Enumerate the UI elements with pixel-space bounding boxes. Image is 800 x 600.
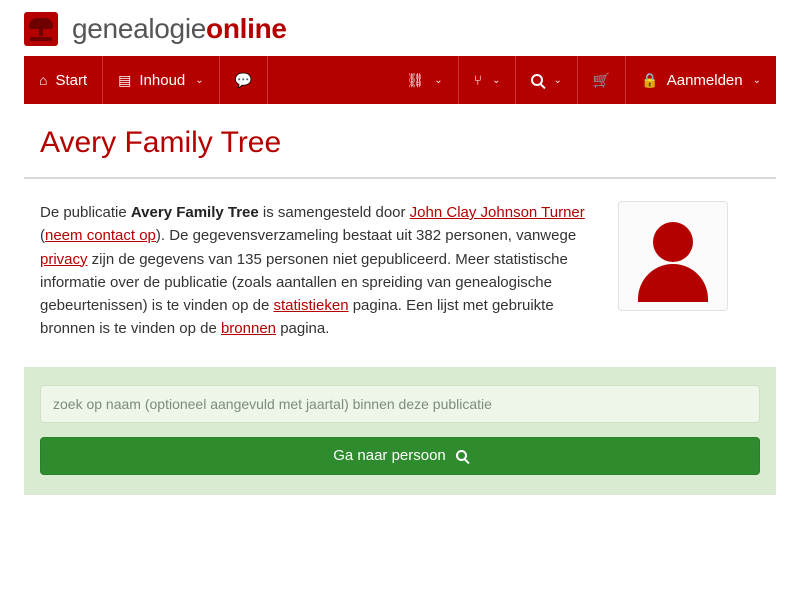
chevron-down-icon: ⌄	[492, 74, 501, 86]
nav-item-cart[interactable]	[578, 56, 626, 104]
intro-text-5: zijn de gegevens van 135 personen niet gepubliceerd. Meer statistische informatie over de publicatie (zoals aantallen en spreiding van genealogische gebeurtenissen) is te vinden op de	[40, 250, 568, 314]
nav-item-login[interactable]	[626, 56, 776, 104]
intro-text-1: De publicatie	[40, 204, 131, 221]
nav-item-comments[interactable]	[220, 56, 268, 104]
search-icon	[456, 450, 467, 461]
home-icon: ⌂	[39, 72, 48, 88]
intro-text-7: pagina.	[276, 320, 330, 338]
chevron-down-icon: ⌄	[195, 74, 204, 86]
statistics-link[interactable]: statistieken	[273, 297, 349, 314]
avatar-head-shape	[653, 222, 693, 262]
nav-item-tree[interactable]	[459, 56, 517, 104]
search-input[interactable]	[40, 385, 760, 423]
chevron-down-icon: ⌄	[752, 74, 761, 86]
nav-spacer	[268, 56, 391, 104]
search-icon	[531, 74, 543, 86]
go-to-person-button-label: Ga naar persoon	[333, 447, 446, 464]
brand-part-one: genealogie	[72, 13, 207, 44]
tree-logo-icon[interactable]	[24, 12, 58, 46]
author-link[interactable]: John Clay Johnson Turner	[409, 204, 585, 221]
nav-item-start-label: Start	[55, 71, 88, 89]
intro-text-4: ). De gegevensverzameling bestaat uit 382 personen, vanwege	[155, 227, 577, 245]
publication-intro-section	[24, 179, 776, 357]
publication-name: Avery Family Tree	[130, 204, 259, 221]
family-chart-icon: ⛓	[406, 72, 425, 88]
nav-item-login-label: Aanmelden	[666, 71, 743, 89]
go-to-person-button[interactable]	[40, 437, 760, 475]
nav-item-start[interactable]	[24, 56, 103, 104]
intro-text-2: is samengesteld door	[258, 204, 410, 221]
nav-item-diagram[interactable]	[391, 56, 458, 104]
intro-text-3: (	[40, 227, 45, 245]
contact-link[interactable]: neem contact op	[45, 227, 156, 245]
avatar-body-shape	[638, 264, 708, 302]
person-search-panel	[24, 367, 776, 495]
book-icon: ▤	[118, 72, 132, 88]
logo-shape-base	[30, 37, 52, 41]
sources-link[interactable]: bronnen	[220, 320, 277, 338]
page-title: Avery Family Tree	[40, 126, 282, 159]
intro-text-6: pagina. Een lijst met gebruikte bronnen is te vinden op de	[40, 297, 554, 338]
main-navigation	[24, 56, 776, 104]
logo-shape-trunk	[39, 27, 43, 36]
shopping-cart-icon: 🛒	[592, 72, 611, 88]
publication-description	[40, 201, 600, 341]
nav-item-search[interactable]	[516, 56, 577, 104]
chevron-down-icon: ⌄	[553, 74, 562, 86]
nav-item-inhoud-label: Inhoud	[139, 71, 186, 89]
site-brand[interactable]	[72, 15, 287, 43]
avatar	[618, 201, 728, 311]
nav-item-inhoud[interactable]	[103, 56, 220, 104]
privacy-link[interactable]: privacy	[40, 250, 88, 268]
title-section	[24, 104, 776, 179]
tree-icon: ⑂	[473, 72, 483, 88]
brand-part-two: online	[206, 13, 287, 44]
lock-icon: 🔒	[641, 72, 659, 88]
chevron-down-icon: ⌄	[434, 74, 443, 86]
site-header	[0, 0, 800, 56]
speech-bubble-icon: 💬	[234, 72, 253, 88]
